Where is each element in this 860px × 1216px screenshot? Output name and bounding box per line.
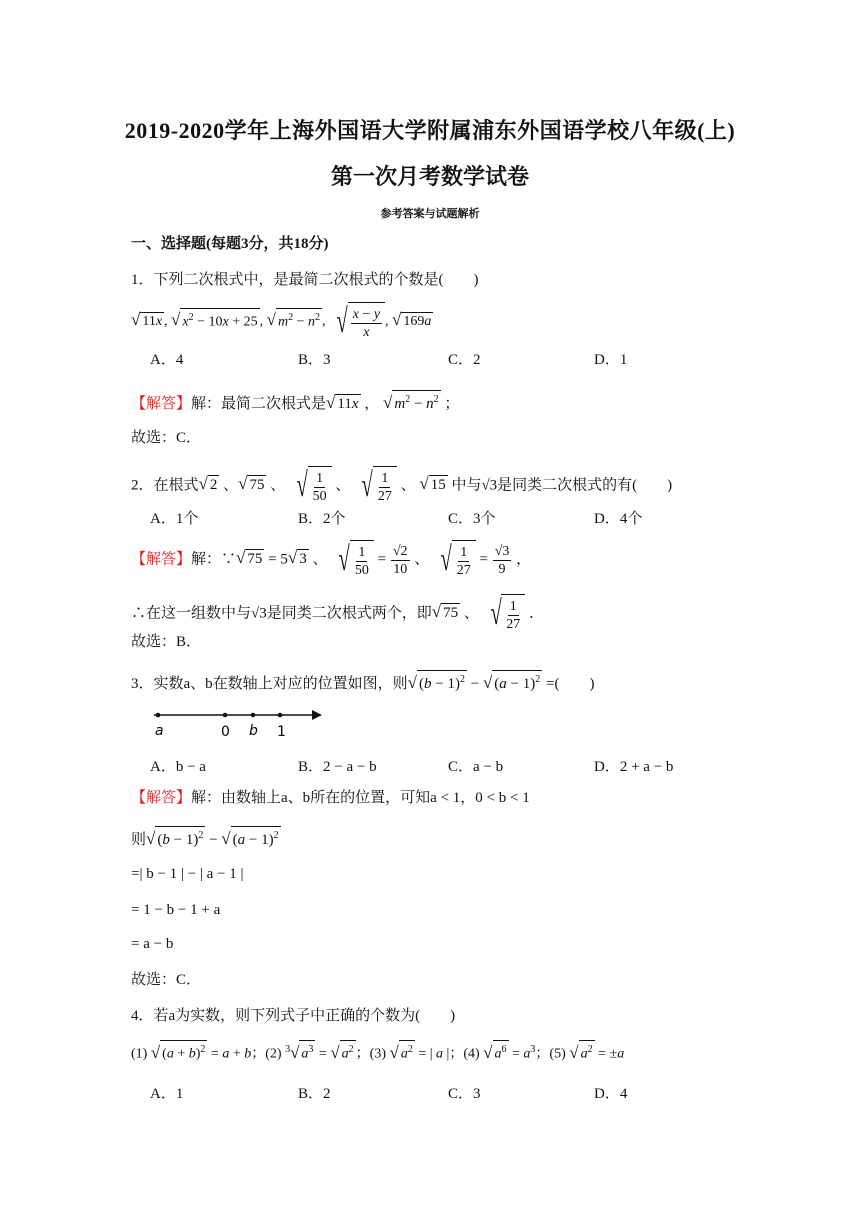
exam-title: 2019-2020学年上海外国语大学附属浦东外国语学校八年级(上): [124, 118, 736, 143]
answer-tag: 【解答】: [131, 396, 192, 412]
q1-option-d: D．1: [594, 352, 628, 368]
q2-option-d: D．4个: [594, 511, 643, 527]
q3-step-4: = a − b: [131, 936, 174, 952]
q3-step-2: =| b − 1 | − | a − 1 |: [131, 866, 244, 882]
q3-answer: 【解答】解：由数轴上a、b所在的位置，可知a < 1，0 < b < 1: [131, 790, 530, 806]
q2-option-c: C．3个: [448, 511, 496, 527]
q3-option-b: B．2 − a − b: [298, 759, 377, 775]
point-a: [156, 713, 161, 718]
q1-answer: 【解答】解：最简二次根式是√ 11x ， √ $m^2 - n^2$ ；: [131, 390, 459, 414]
label-b: b: [249, 723, 258, 739]
q1-expressions: √ 11x , √ $x^2 - 10x + 25$ , √ $m^2 - n^2$ , √ $\frac{x - y}{x}$ , √ 169a: [131, 303, 432, 340]
point-b: [251, 713, 256, 718]
point-0: [223, 713, 228, 718]
q4-option-c: C．3: [448, 1086, 481, 1102]
q3-choice: 故选：C．: [131, 972, 202, 988]
q3-stem: 3．实数a、b在数轴上对应的位置如图，则√ $(b - 1)^2$ − √ $(a - 1)^2$ =( ): [131, 670, 594, 694]
q3-step-1: 则√ $(b - 1)^2$ − √ $(a - 1)^2$: [131, 826, 281, 850]
number-line-arrow: [312, 710, 322, 720]
q2-stem: 2．在根式√ 2 、√ 75 、 √ $\frac{1}{50}$ 、 √ $\frac{1}{27}$ 、 √ 15 中与√3是同类二次根式的有( ): [131, 467, 673, 504]
q2-therefore: ∴在这一组数中与√3是同类二次根式两个，即√ 75 、 √ $\frac{1}{27}$ ．: [131, 595, 545, 632]
q1-option-b: B．3: [298, 352, 331, 368]
q3-option-d: D．2 + a − b: [594, 759, 674, 775]
q4-option-d: D．4: [594, 1086, 628, 1102]
q1-option-c: C．2: [448, 352, 481, 368]
number-line-figure: [150, 705, 330, 739]
q2-choice: 故选：B．: [131, 634, 202, 650]
q3-option-c: C．a − b: [448, 759, 504, 775]
q1-stem: 1．下列二次根式中，是最简二次根式的个数是( ): [131, 272, 479, 288]
q4-option-b: B．2: [298, 1086, 331, 1102]
q2-option-b: B．2个: [298, 511, 346, 527]
q1-choice: 故选：C．: [131, 430, 202, 446]
q2-answer: 【解答】解：∵√ 75 = 5√ 3 、 √ $\frac{1}{50}$ = $\frac{√2}{10}$ 、 √ $\frac{1}{27}$ = $\frac{√3}{9}$ ，: [131, 541, 532, 578]
q4-option-a: A．1: [150, 1086, 184, 1102]
q4-stem: 4．若a为实数，则下列式子中正确的个数为( ): [131, 1008, 456, 1024]
q4-statements: (1) √ $(a + b)^2 = a + b$；(2) $^3$√ $a^3$ = √ $a^2$ ；(3) √ $a^2$ = | a |；(4) √ $a^6 = a^3$；(5) √ $a^2 = \pm a$: [131, 1040, 624, 1065]
label-1: 1: [277, 724, 286, 739]
q3-option-a: A．b − a: [150, 759, 206, 775]
exam-subtitle-title: 第一次月考数学试卷: [330, 164, 529, 189]
q2-option-a: A．1个: [150, 511, 199, 527]
label-0: 0: [221, 724, 230, 739]
answer-key-label: 参考答案与试题解析: [380, 208, 480, 220]
point-1: [278, 713, 283, 718]
section-heading: 一、选择题(每题3分，共18分): [131, 236, 329, 252]
q3-step-3: = 1 − b − 1 + a: [131, 902, 221, 918]
label-a: a: [155, 723, 164, 739]
q1-option-a: A．4: [150, 352, 184, 368]
